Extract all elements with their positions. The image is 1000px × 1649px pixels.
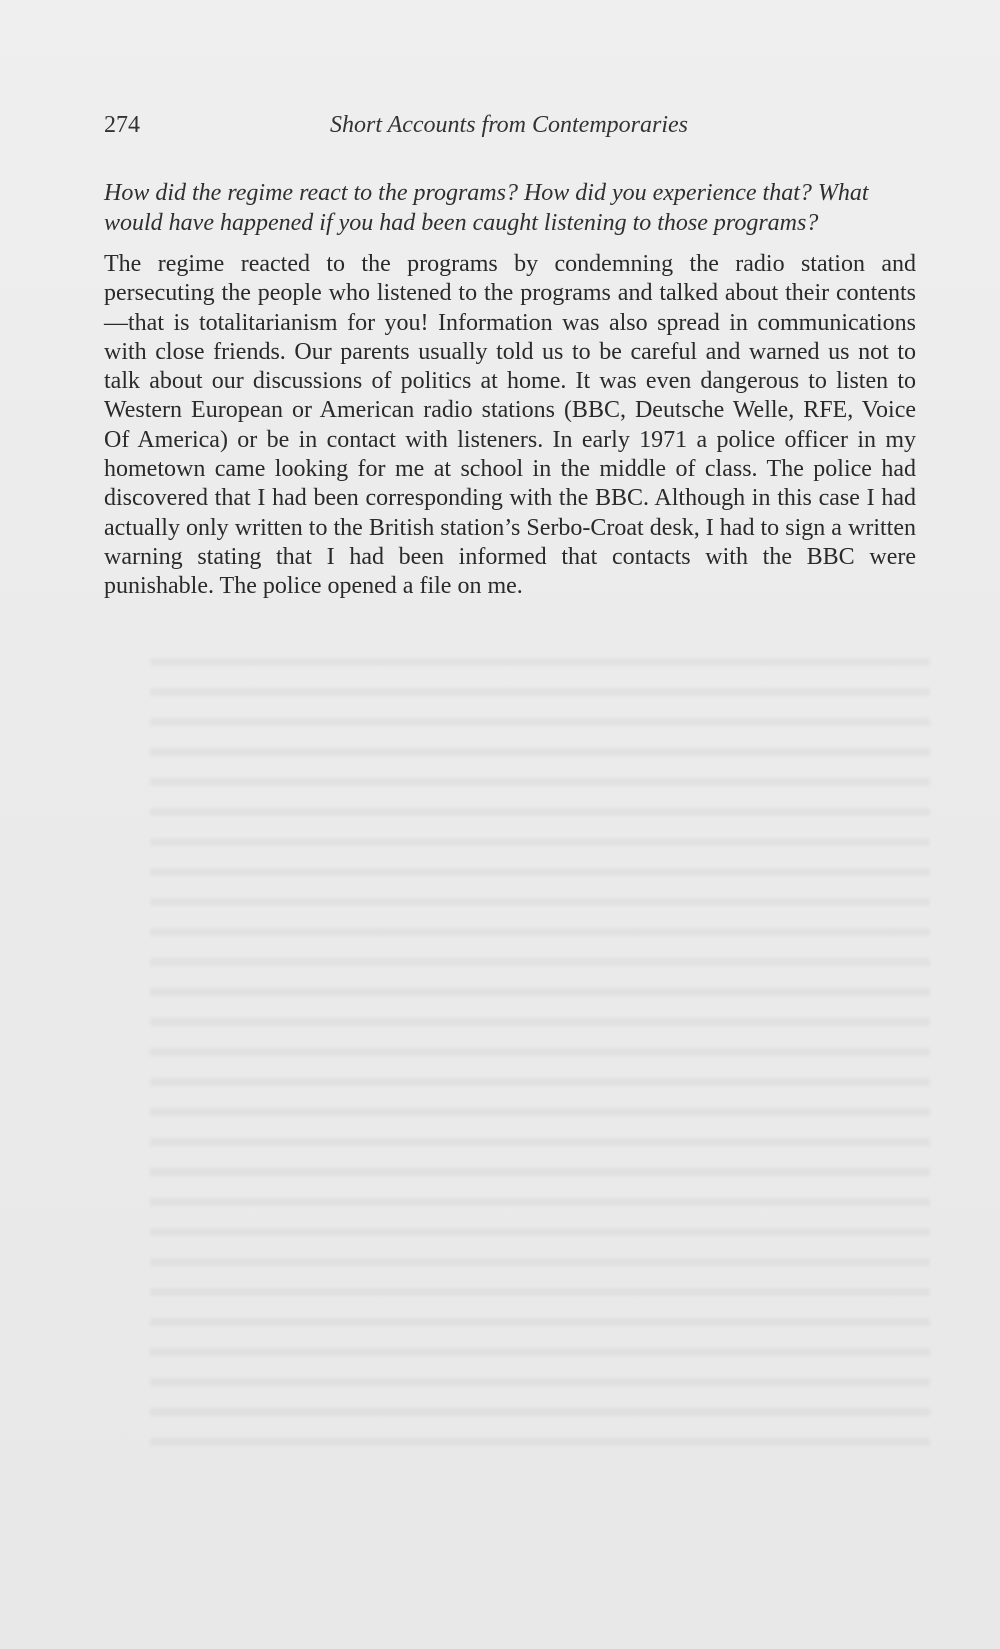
bleed-through-texture xyxy=(150,640,930,1460)
page-number: 274 xyxy=(104,112,140,138)
page-header xyxy=(104,112,914,152)
running-head: Short Accounts from Contemporaries xyxy=(330,112,688,138)
interview-answer: The regime reacted to the programs by condemning the radio station and persecuting the people who listened to the programs and talked about their contents—that is totalitarianism for you! Information was also spread in communications with close friends. Our parents usually told us to be careful and warned us not to talk about our discussions of politics at home. It was even dangerous to listen to Western European or American radio stations (BBC, Deutsche Welle, RFE, Voice Of America) or be in contact with listeners. In early 1971 a police officer in my hometown came looking for me at school in the middle of class. The police had discovered that I had been corresponding with the BBC. Although in this case I had actually only written to the British station’s Serbo-Croat desk, I had to sign a written warning stating that I had been informed that contacts with the BBC were punishable. The police opened a file on me. xyxy=(104,251,916,600)
interview-question: How did the regime react to the programs? How did you experience that? What would have happened if you had been caught listening to those programs? xyxy=(104,180,869,236)
